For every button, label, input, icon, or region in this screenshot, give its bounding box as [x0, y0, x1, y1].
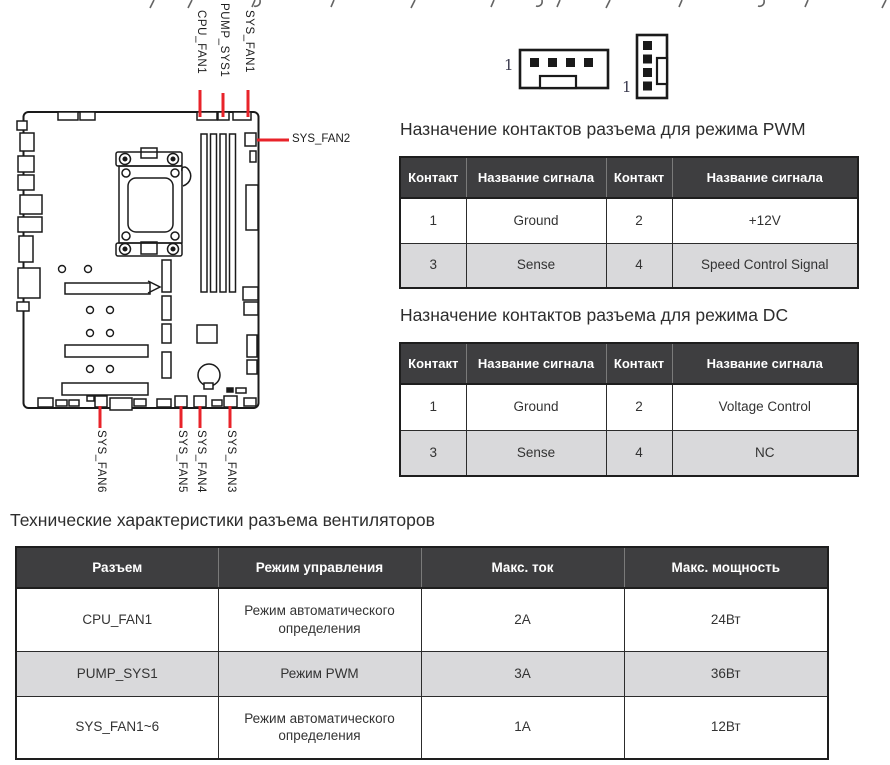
header-cell: Контакт — [400, 343, 466, 384]
table-cell: 1A — [421, 696, 624, 759]
callout-lines — [100, 90, 289, 428]
fan-header-pin-diagrams — [490, 28, 690, 108]
header-cell: Контакт — [400, 157, 466, 198]
header-cell: Макс. ток — [421, 547, 624, 588]
header-cell: Название сигнала — [466, 157, 606, 198]
table-row — [16, 588, 828, 651]
table-row — [400, 384, 858, 430]
table-cell: Ground — [466, 384, 606, 430]
table-cell: NC — [672, 430, 858, 476]
table-cell: +12V — [672, 198, 858, 243]
table-row — [16, 651, 828, 696]
table-cell: 3 — [400, 430, 466, 476]
label-cpu-fan1: CPU_FAN1 — [195, 10, 207, 75]
table-cell: Speed Control Signal — [672, 243, 858, 288]
table-cell: Режим автоматического определения — [218, 696, 421, 759]
table-row — [400, 243, 858, 288]
table-cell: 4 — [606, 243, 672, 288]
table-cell: SYS_FAN1~6 — [16, 696, 218, 759]
table-cell: Voltage Control — [672, 384, 858, 430]
cpu-socket — [116, 148, 191, 256]
pwm-section-title: Назначение контактов разъема для режима PWM — [400, 119, 806, 139]
pwm-pinout-table — [399, 156, 859, 289]
right-edge-connectors — [243, 133, 258, 374]
table-cell: 1 — [400, 198, 466, 243]
header-cell: Название сигнала — [672, 157, 858, 198]
table-cell: 4 — [606, 430, 672, 476]
table-cell: 3A — [421, 651, 624, 696]
table-cell: 1 — [400, 384, 466, 430]
header-cell: Режим управления — [218, 547, 421, 588]
io-ports — [17, 121, 42, 311]
table-cell: 3 — [400, 243, 466, 288]
ram-slots — [201, 134, 236, 292]
label-sys-fan4: SYS_FAN4 — [195, 430, 207, 493]
table-cell: 2A — [421, 588, 624, 651]
horizontal-fan-header — [520, 50, 608, 88]
table-cell: Режим автоматического определения — [218, 588, 421, 651]
table-cell: 24Вт — [624, 588, 828, 651]
header-cell: Название сигнала — [672, 343, 858, 384]
label-sys-fan1: SYS_FAN1 — [243, 10, 255, 73]
pin1-marker-vertical: 1 — [622, 78, 632, 96]
pin1-marker-horizontal: 1 — [504, 56, 514, 74]
table-cell: Ground — [466, 198, 606, 243]
header-cell: Макс. мощность — [624, 547, 828, 588]
table-cell: 2 — [606, 384, 672, 430]
header-cell: Контакт — [606, 343, 672, 384]
table-cell: Sense — [466, 430, 606, 476]
expansion-slots — [62, 260, 171, 395]
table-row — [16, 696, 828, 759]
fan-spec-table — [15, 546, 829, 760]
table-row — [400, 198, 858, 243]
table-row — [400, 430, 858, 476]
header-cell: Разъем — [16, 547, 218, 588]
label-sys-fan2: SYS_FAN2 — [292, 133, 351, 145]
table-cell: Sense — [466, 243, 606, 288]
spec-section-title: Технические характеристики разъема вентиляторов — [10, 510, 435, 530]
table-cell: PUMP_SYS1 — [16, 651, 218, 696]
dc-pinout-table — [399, 342, 859, 477]
table-cell: CPU_FAN1 — [16, 588, 218, 651]
label-pump-sys1: PUMP_SYS1 — [218, 3, 230, 78]
label-sys-fan6: SYS_FAN6 — [95, 430, 107, 493]
dc-section-title: Назначение контактов разъема для режима DC — [400, 305, 789, 325]
table-cell: 36Вт — [624, 651, 828, 696]
table-cell: 12Вт — [624, 696, 828, 759]
label-sys-fan5: SYS_FAN5 — [176, 430, 188, 493]
chipset-and-battery — [197, 325, 220, 389]
header-cell: Контакт — [606, 157, 672, 198]
vertical-fan-header — [637, 35, 667, 98]
label-sys-fan3: SYS_FAN3 — [225, 430, 237, 493]
table-cell: 2 — [606, 198, 672, 243]
header-cell: Название сигнала — [466, 343, 606, 384]
table-cell: Режим PWM — [218, 651, 421, 696]
